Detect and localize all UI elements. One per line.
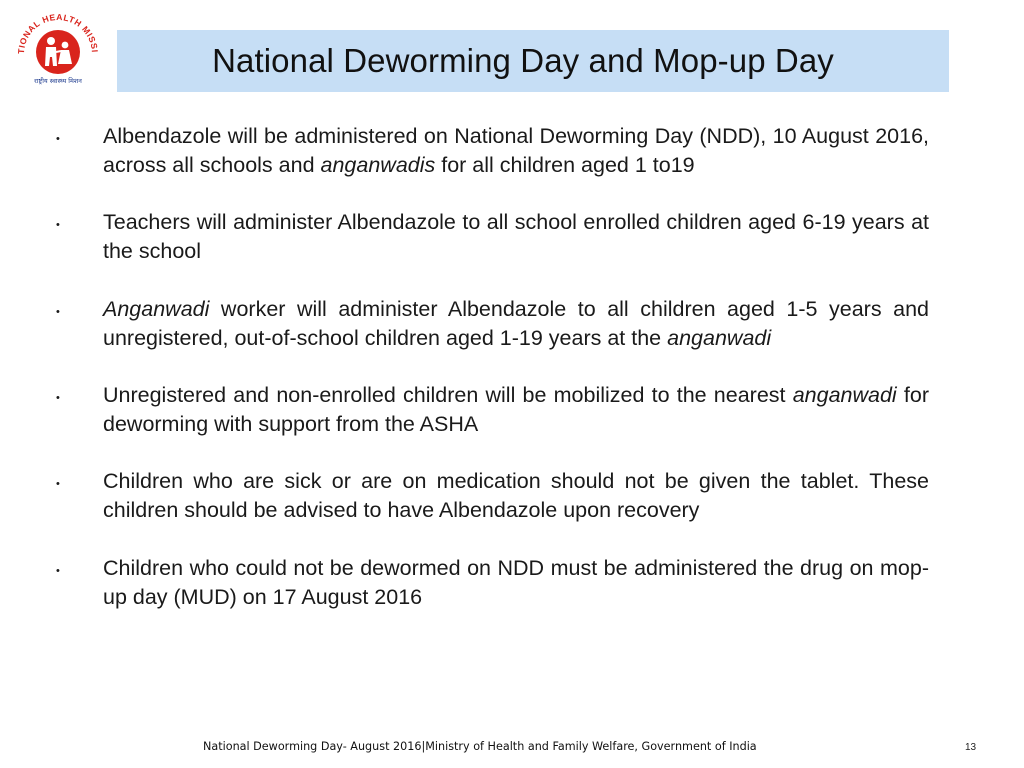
nhm-logo (12, 8, 104, 88)
logo-tagline: राष्ट्रीय स्वास्थ्य मिशन (34, 77, 82, 85)
bullet-dot: • (56, 133, 60, 145)
logo-arc-text: TIONAL HEALTH MISSI (15, 11, 100, 55)
bullet-text: Albendazole will be administered on National Deworming Day (NDD), 10 August 2016, across all schools and anganwadis for all children aged 1 to19 (103, 124, 929, 177)
footer-text: National Deworming Day- August 2016|Ministry of Health and Family Welfare, Government of India (203, 740, 757, 753)
title-bar (117, 30, 949, 92)
nhm-emblem-icon (12, 8, 104, 88)
bullet-dot: • (56, 392, 60, 404)
bullet-dot: • (56, 306, 60, 318)
bullet-dot: • (56, 565, 60, 577)
bullet-text: Children who are sick or are on medication should not be given the tablet. These children should be advised to have Albendazole upon recovery (103, 469, 929, 522)
bullet-text: Children who could not be dewormed on NDD must be administered the drug on mop-up day (MUD) on 17 August 2016 (103, 556, 929, 609)
bullet-dot: • (56, 219, 60, 231)
bullet-text: Unregistered and non-enrolled children will be mobilized to the nearest anganwadi for deworming with support from the ASHA (103, 383, 929, 436)
bullet-text: Teachers will administer Albendazole to all school enrolled children aged 6-19 years at the school (103, 210, 929, 263)
page-number: 13 (965, 742, 977, 753)
bullet-text: Anganwadi worker will administer Albendazole to all children aged 1-5 years and unregistered, out-of-school children aged 1-19 years at the anganwadi (103, 297, 929, 350)
slide-title: National Deworming Day and Mop-up Day (212, 42, 834, 79)
bullet-dot: • (56, 478, 60, 490)
